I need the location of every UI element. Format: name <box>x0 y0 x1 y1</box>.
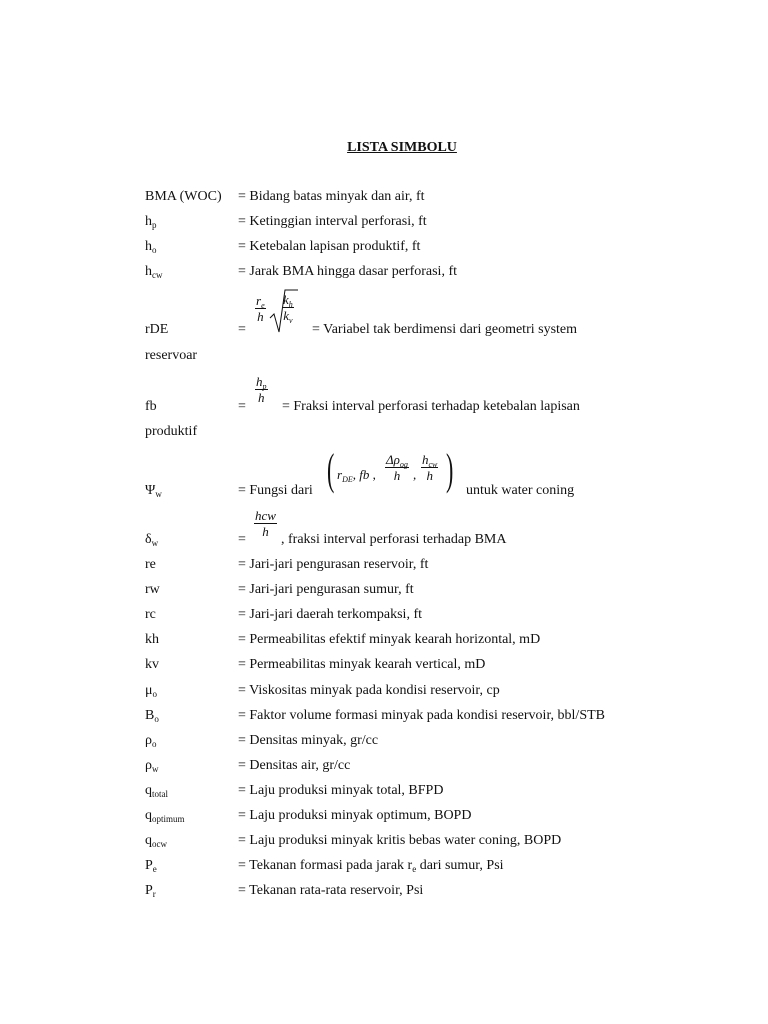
symbol-ho: $h_o$ <box>145 239 157 255</box>
definition-kh: = Permeabilitas efektif minyak kearah horizontal, mD <box>238 632 541 647</box>
definition-q-optimum: = Laju produksi minyak optimum, BOPD <box>238 808 472 823</box>
symbol-delta-w: $\delta_w$ <box>145 532 159 548</box>
formula-psi-fraction-2: $h_{cw}$ h <box>422 452 438 483</box>
symbol-q-ocw: $q_{ocw}$ <box>145 833 167 849</box>
definition-q-total: = Laju produksi minyak total, BFPD <box>238 783 444 798</box>
symbol-bma: BMA (WOC) <box>145 189 222 204</box>
symbol-hcw: $h_{cw}$ <box>145 264 163 280</box>
definition-rho-o: = Densitas minyak, gr/cc <box>238 733 379 748</box>
definition-delta-w: , fraksi interval perforasi terhadap BMA <box>281 532 507 547</box>
symbol-bo: $B_o$ <box>145 708 159 724</box>
formula-fb-fraction: $\frac{h_p}{h}$ <box>256 374 267 405</box>
symbol-kh: kh <box>145 632 159 647</box>
symbol-q-optimum: $q_{optimum}$ <box>145 808 185 824</box>
formula-rde-fraction-1: $\frac{r_e}{h}$ <box>256 293 265 324</box>
definition-fb: = Fraksi interval perforasi terhadap ketebalan lapisan <box>282 399 580 414</box>
definition-ho: = Ketebalan lapisan produktif, ft <box>238 239 421 254</box>
definition-delta-w-eq: = <box>238 532 246 547</box>
definition-pe: = Tekanan formasi pada jarak $r_e$ dari sumur, Psi <box>238 858 504 874</box>
definition-rde: = Variabel tak berdimensi dari geometri system <box>312 322 578 337</box>
symbol-rw: rw <box>145 582 160 597</box>
definition-rw: = Jari-jari pengurasan sumur, ft <box>238 582 414 597</box>
definition-bma: = Bidang batas minyak dan air, ft <box>238 189 425 204</box>
definition-fb-eq: = <box>238 399 246 414</box>
definition-mu-o: = Viskositas minyak pada kondisi reservoir, cp <box>238 683 500 698</box>
formula-rde-fraction-2: $\frac{k_h}{k_v}$ <box>283 292 293 325</box>
page-title: LISTA SIMBOLU <box>347 140 457 155</box>
definition-rc: = Jari-jari daerah terkompaksi, ft <box>238 607 422 622</box>
symbol-hp: $h_p$ <box>145 214 157 230</box>
symbol-psi-w: $\Psi_w$ <box>145 483 162 499</box>
paren-left: ( <box>327 445 335 494</box>
symbol-rc: rc <box>145 607 156 622</box>
symbol-re: re <box>145 557 156 572</box>
definition-bo: = Faktor volume formasi minyak pada kondisi reservoir, bbl/STB <box>238 708 606 723</box>
definition-hp: = Ketinggian interval perforasi, ft <box>238 214 427 229</box>
formula-psi-fraction-1: $\Delta\rho_{og}$ h <box>386 452 408 483</box>
definition-rde-eq: = <box>238 322 246 337</box>
definition-pr: = Tekanan rata-rata reservoir, Psi <box>238 883 424 898</box>
definition-hcw: = Jarak BMA hingga dasar perforasi, ft <box>238 264 458 279</box>
symbol-rho-w: $\rho_w$ <box>145 758 159 774</box>
symbol-q-total: $q_{total}$ <box>145 783 168 799</box>
formula-psi-args: $r_{DE}$, fb , <box>337 467 376 484</box>
symbol-mu-o: $\mu_o$ <box>145 683 158 699</box>
definition-re: = Jari-jari pengurasan reservoir, ft <box>238 557 429 572</box>
formula-delta-fraction: hcw h <box>255 508 276 539</box>
symbol-pe: $P_e$ <box>145 858 157 874</box>
definition-kv: = Permeabilitas minyak kearah vertical, mD <box>238 657 486 672</box>
definition-psi-w-after: untuk water coning <box>466 483 575 498</box>
definition-fb-continued: produktif <box>145 424 198 439</box>
symbol-pr: $P_r$ <box>145 883 156 899</box>
definition-rho-w: = Densitas air, gr/cc <box>238 758 351 773</box>
definition-psi-w: = Fungsi dari <box>238 483 313 498</box>
definition-q-ocw: = Laju produksi minyak kritis bebas water coning, BOPD <box>238 833 562 848</box>
definition-rde-continued: reservoar <box>145 348 198 363</box>
paren-right: ) <box>446 445 454 494</box>
symbol-rho-o: $\rho_o$ <box>145 733 157 749</box>
symbol-kv: kv <box>145 657 159 672</box>
symbol-rde: rDE <box>145 322 169 337</box>
symbol-fb: fb <box>145 399 157 414</box>
formula-psi-separator: , <box>413 467 417 482</box>
